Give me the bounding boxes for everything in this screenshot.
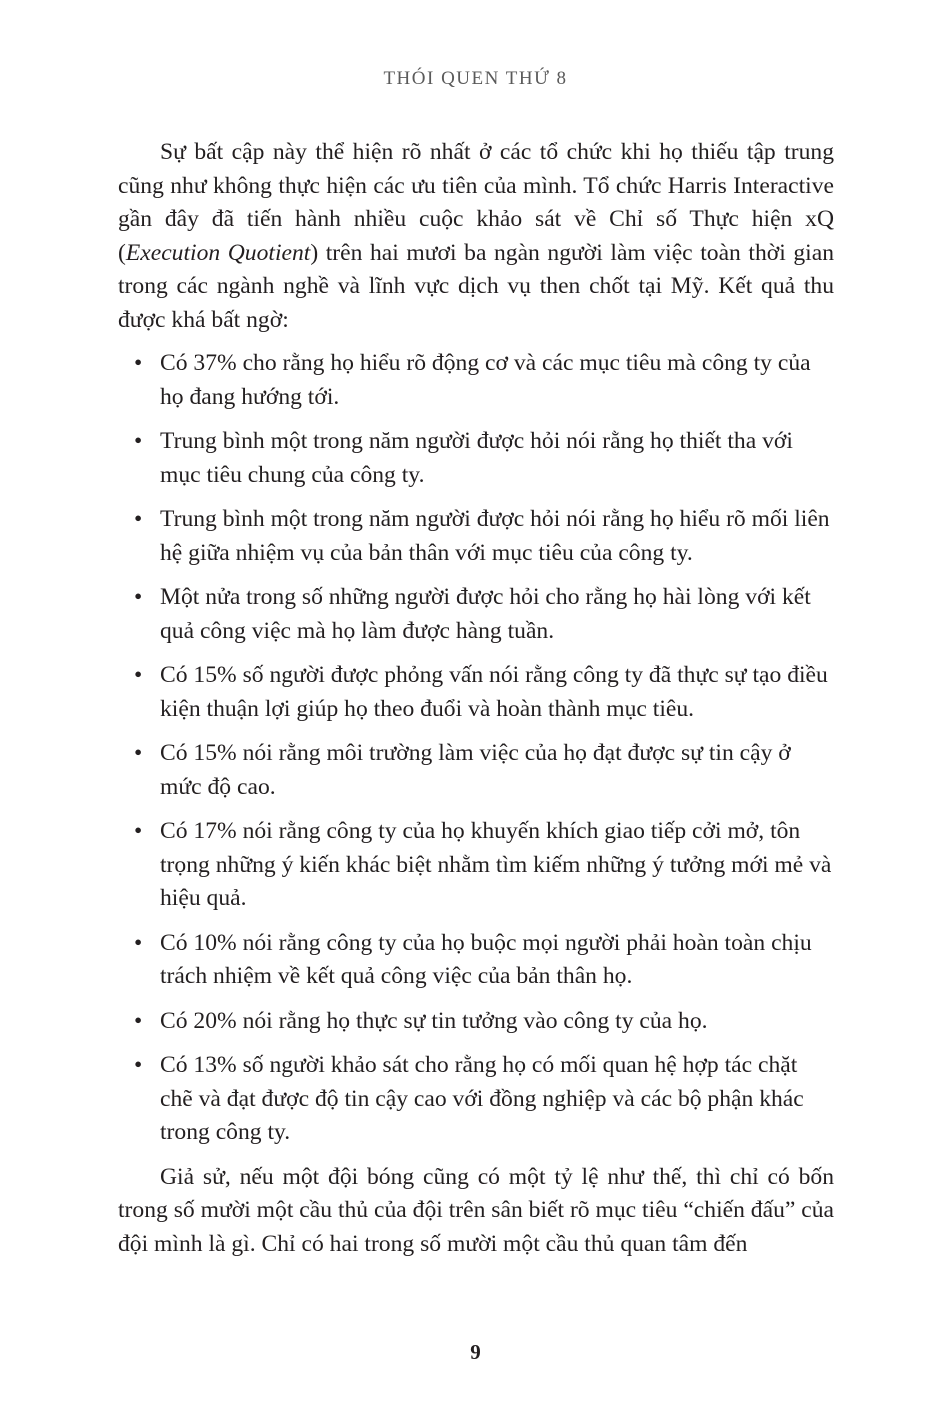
list-item-text: Có 15% số người được phỏng vấn nói rằng công ty đã thực sự tạo điều kiện thuận lợi giúp họ theo đuổi và hoàn thành mục tiêu. (160, 662, 828, 722)
list-item (118, 1049, 834, 1150)
page-number: 9 (470, 1340, 481, 1364)
list-item (118, 927, 834, 994)
list-item-text: Có 37% cho rằng họ hiểu rõ động cơ và các mục tiêu mà công ty của họ đang hướng tới. (160, 350, 811, 410)
bullet-icon: • (134, 506, 143, 532)
intro-paragraph (118, 136, 834, 337)
survey-results-list (118, 347, 834, 1150)
bullet-icon: • (134, 818, 143, 844)
list-item-text: Một nửa trong số những người được hỏi cho rằng họ hài lòng với kết quả công việc mà họ làm được hàng tuần. (160, 584, 811, 644)
list-item (118, 347, 834, 414)
bullet-icon: • (134, 662, 143, 688)
intro-italic-term: Execution Quotient (125, 239, 311, 266)
list-item-text: Có 13% số người khảo sát cho rằng họ có mối quan hệ hợp tác chặt chẽ và đạt được độ tin cậy cao với đồng nghiệp và các bộ phận khác trong công ty. (160, 1052, 804, 1145)
list-item (118, 581, 834, 648)
list-item (118, 503, 834, 570)
list-item-text: Trung bình một trong năm người được hỏi nói rằng họ hiểu rõ mối liên hệ giữa nhiệm vụ của bản thân với mục tiêu của công ty. (160, 506, 830, 566)
intro-text-start: Sự bất cập này thể hiện rõ nhất ở các tổ chức khi họ thiếu tập trung cũng như không thực hiện các ưu tiên của mình. Tổ chức Harris Interactive gần đây đã tiến hành nhiều cuộc khảo sát về Chỉ số Thực hiện xQ ( (118, 139, 834, 266)
bullet-icon: • (134, 350, 143, 376)
list-item (118, 815, 834, 916)
bullet-icon: • (134, 929, 143, 956)
bullet-icon: • (134, 584, 143, 610)
bullet-icon: • (134, 1052, 143, 1078)
bullet-icon: • (134, 1007, 143, 1034)
running-header: THÓI QUEN THỨ 8 (383, 68, 568, 89)
list-item-text: Có 20% nói rằng họ thực sự tin tưởng vào công ty của họ. (160, 1007, 708, 1034)
list-item-text: Có 10% nói rằng công ty của họ buộc mọi người phải hoàn toàn chịu trách nhiệm về kết quả công việc của bản thân họ. (160, 929, 812, 989)
list-item (118, 737, 834, 804)
list-item-text: Có 15% nói rằng môi trường làm việc của họ đạt được sự tin cậy ở mức độ cao. (160, 740, 791, 800)
list-item-text: Trung bình một trong năm người được hỏi nói rằng họ thiết tha với mục tiêu chung của công ty. (160, 428, 793, 488)
list-item-text: Có 17% nói rằng công ty của họ khuyến khích giao tiếp cởi mở, tôn trọng những ý kiến khác biệt nhằm tìm kiếm những ý tưởng mới mẻ và hiệu quả. (160, 818, 832, 911)
bullet-icon: • (134, 428, 143, 454)
page-body (118, 136, 834, 1261)
closing-paragraph: Giả sử, nếu một đội bóng cũng có một tỷ lệ như thế, thì chỉ có bốn trong số mười một cầu thủ của đội trên sân biết rõ mục tiêu “chiến đấu” của đội mình là gì. Chỉ có hai trong số mười một cầu thủ quan tâm đến (118, 1163, 834, 1257)
list-item (118, 425, 834, 492)
list-item (118, 659, 834, 726)
bullet-icon: • (134, 740, 143, 766)
list-item (118, 1005, 834, 1039)
intro-text-end: ) trên hai mươi ba ngàn người làm việc toàn thời gian trong các ngành nghề và lĩnh vực dịch vụ then chốt tại Mỹ. Kết quả thu được khá bất ngờ: (118, 239, 834, 333)
